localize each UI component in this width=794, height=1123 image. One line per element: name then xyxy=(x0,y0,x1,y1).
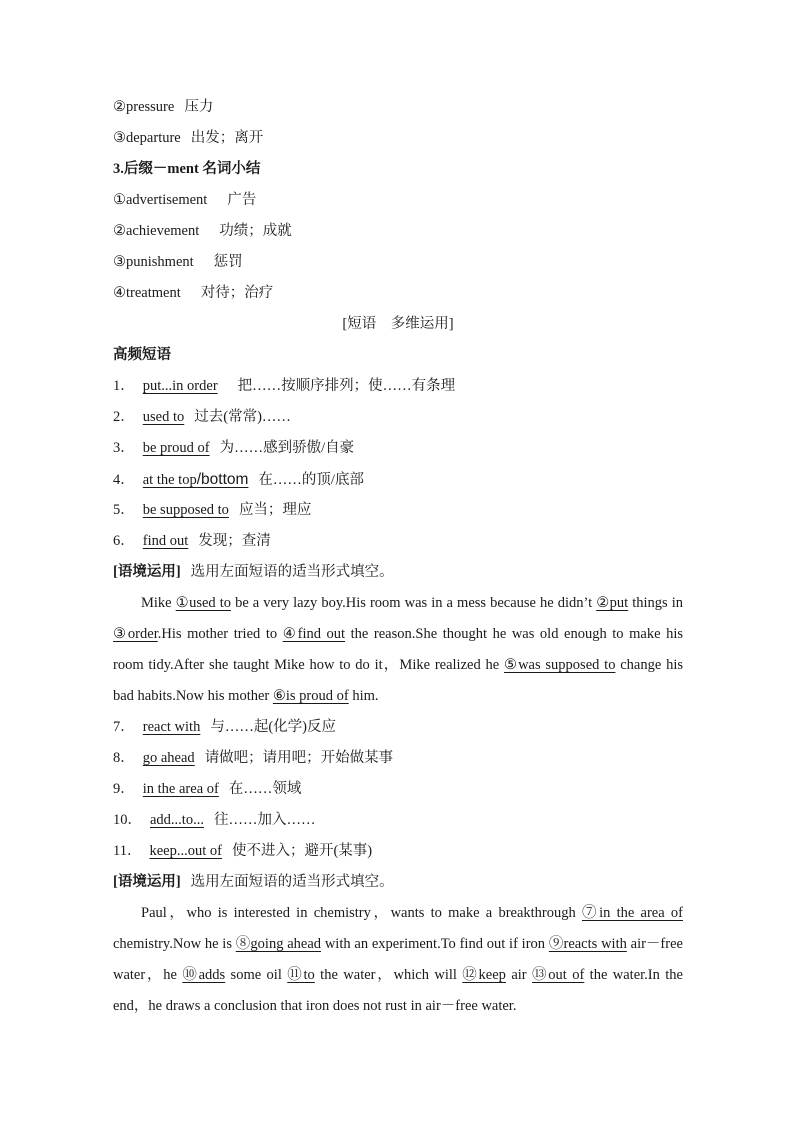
phrase-number: 11． xyxy=(113,843,142,859)
phrase-item xyxy=(113,464,683,495)
suffix-item xyxy=(113,278,683,309)
phrase-text: react with xyxy=(142,719,201,735)
item-meaning: 压力 xyxy=(184,99,214,115)
item-word: achievement xyxy=(126,223,200,239)
answer: ④find out xyxy=(282,626,346,642)
phrase-number: 4． xyxy=(113,472,135,488)
item-number: ④ xyxy=(113,285,126,301)
item-word: departure xyxy=(126,130,181,146)
phrase-item xyxy=(113,371,683,402)
phrase-item xyxy=(113,712,683,743)
phrase-number: 5． xyxy=(113,502,135,518)
section-title: [短语 多维运用] xyxy=(342,316,454,332)
exercise-text: 选用左面短语的适当形式填空。 xyxy=(190,564,394,580)
answer: ⑪to xyxy=(287,967,315,983)
phrase-number: 8． xyxy=(113,750,135,766)
answer: ⑩adds xyxy=(182,967,226,983)
suffix-item xyxy=(113,216,683,247)
phrase-text: find out xyxy=(142,533,189,549)
phrase-meaning: 为……感到骄傲/自豪 xyxy=(219,440,355,456)
item-number: ③ xyxy=(113,130,126,146)
suffix-item xyxy=(113,123,683,154)
item-number: ③ xyxy=(113,254,126,270)
item-meaning: 功绩；成就 xyxy=(219,223,292,239)
phrase-number: 6． xyxy=(113,533,135,549)
item-word: advertisement xyxy=(126,192,208,208)
phrase-meaning: 在……领域 xyxy=(228,781,302,797)
phrase-text-a: at the top xyxy=(142,472,197,488)
answer: ①used to xyxy=(175,595,232,611)
section-subtitle: 高频短语 xyxy=(113,347,171,363)
exercise-label: [语境运用] xyxy=(113,874,181,890)
phrase-number: 3． xyxy=(113,440,135,456)
answer: ⑦in the area of xyxy=(581,905,683,921)
phrase-text: go ahead xyxy=(142,750,195,766)
answer: ⑤was supposed to xyxy=(503,657,616,673)
item-meaning: 出发；离开 xyxy=(190,130,264,146)
item-meaning: 惩罚 xyxy=(213,254,243,270)
phrase-meaning: 往……加入…… xyxy=(213,812,316,828)
item-meaning: 广告 xyxy=(227,192,257,208)
answer: ⑥is proud of xyxy=(272,688,349,704)
phrase-text: used to xyxy=(142,409,185,425)
phrase-meaning: 发现；查清 xyxy=(198,533,271,549)
exercise-text: 选用左面短语的适当形式填空。 xyxy=(190,874,394,890)
phrase-text: in the area of xyxy=(142,781,219,797)
item-word: pressure xyxy=(126,99,175,115)
phrase-text: be proud of xyxy=(142,440,210,456)
answer: ⑧going ahead xyxy=(235,936,322,952)
phrase-text: put...in order xyxy=(142,378,218,394)
phrase-number: 9． xyxy=(113,781,135,797)
answer: ②put xyxy=(596,595,629,611)
suffix-item xyxy=(113,247,683,278)
phrase-text: be supposed to xyxy=(142,502,229,518)
phrase-item xyxy=(113,526,683,557)
phrase-text: add...to... xyxy=(150,812,204,828)
phrase-text-b: /bottom xyxy=(196,471,249,488)
item-number: ② xyxy=(113,99,126,115)
suffix-item xyxy=(113,92,683,123)
item-word: treatment xyxy=(126,285,181,301)
exercise-instruction xyxy=(113,557,683,588)
phrase-number: 2． xyxy=(113,409,135,425)
phrase-item xyxy=(113,836,683,867)
phrase-text xyxy=(143,464,249,496)
answer: ③order xyxy=(113,626,158,642)
phrase-number: 7． xyxy=(113,719,135,735)
phrase-meaning: 使不进入；避开(某事) xyxy=(231,843,373,859)
phrase-item xyxy=(113,743,683,774)
item-meaning: 对待；治疗 xyxy=(200,285,274,301)
phrase-meaning: 请做吧；请用吧；开始做某事 xyxy=(204,750,394,766)
exercise-paragraph: Mike ①used to be a very lazy boy.His room was in a mess because he didn’t ②put things in ③order.His mother tried to ④find out the reason.She thought he was old enough to make his room tidy.After she taught Mike how to do it，Mike realized he ⑤was supposed to change his bad habits.Now his mother ⑥is proud of him. xyxy=(113,595,684,704)
exercise-paragraph: Paul，who is interested in chemistry，wants to make a breakthrough ⑦in the area of chemistry.Now he is ⑧going ahead with an experiment.To find out if iron ⑨reacts with air－free water，he ⑩adds some oil ⑪to the water，which will ⑫keep air ⑬out of the water.In the end，he draws a conclusion that iron does not rust in air－free water. xyxy=(113,905,683,1014)
phrase-item xyxy=(113,433,683,464)
item-word: punishment xyxy=(126,254,194,270)
suffix-heading: 3.后缀－ment 名词小结 xyxy=(113,161,261,177)
phrase-text: keep...out of xyxy=(149,843,222,859)
phrase-number: 1． xyxy=(113,378,135,394)
answer: ⑬out of xyxy=(532,967,585,983)
exercise-instruction xyxy=(113,867,683,898)
phrase-meaning: 在……的顶/底部 xyxy=(258,472,364,488)
document-page xyxy=(113,92,683,1022)
phrase-meaning: 与……起(化学)反应 xyxy=(210,719,336,735)
item-number: ① xyxy=(113,192,126,208)
suffix-item xyxy=(113,185,683,216)
phrase-item xyxy=(113,402,683,433)
answer: ⑫keep xyxy=(462,967,506,983)
phrase-meaning: 把……按顺序排列；使……有条理 xyxy=(237,378,456,394)
phrase-item xyxy=(113,805,683,836)
answer: ⑨reacts with xyxy=(548,936,627,952)
phrase-meaning: 应当；理应 xyxy=(238,502,312,518)
phrase-item xyxy=(113,495,683,526)
phrase-number: 10． xyxy=(113,812,142,828)
exercise-label: [语境运用] xyxy=(113,564,181,580)
phrase-meaning: 过去(常常)…… xyxy=(194,409,291,425)
phrase-item xyxy=(113,774,683,805)
item-number: ② xyxy=(113,223,126,239)
